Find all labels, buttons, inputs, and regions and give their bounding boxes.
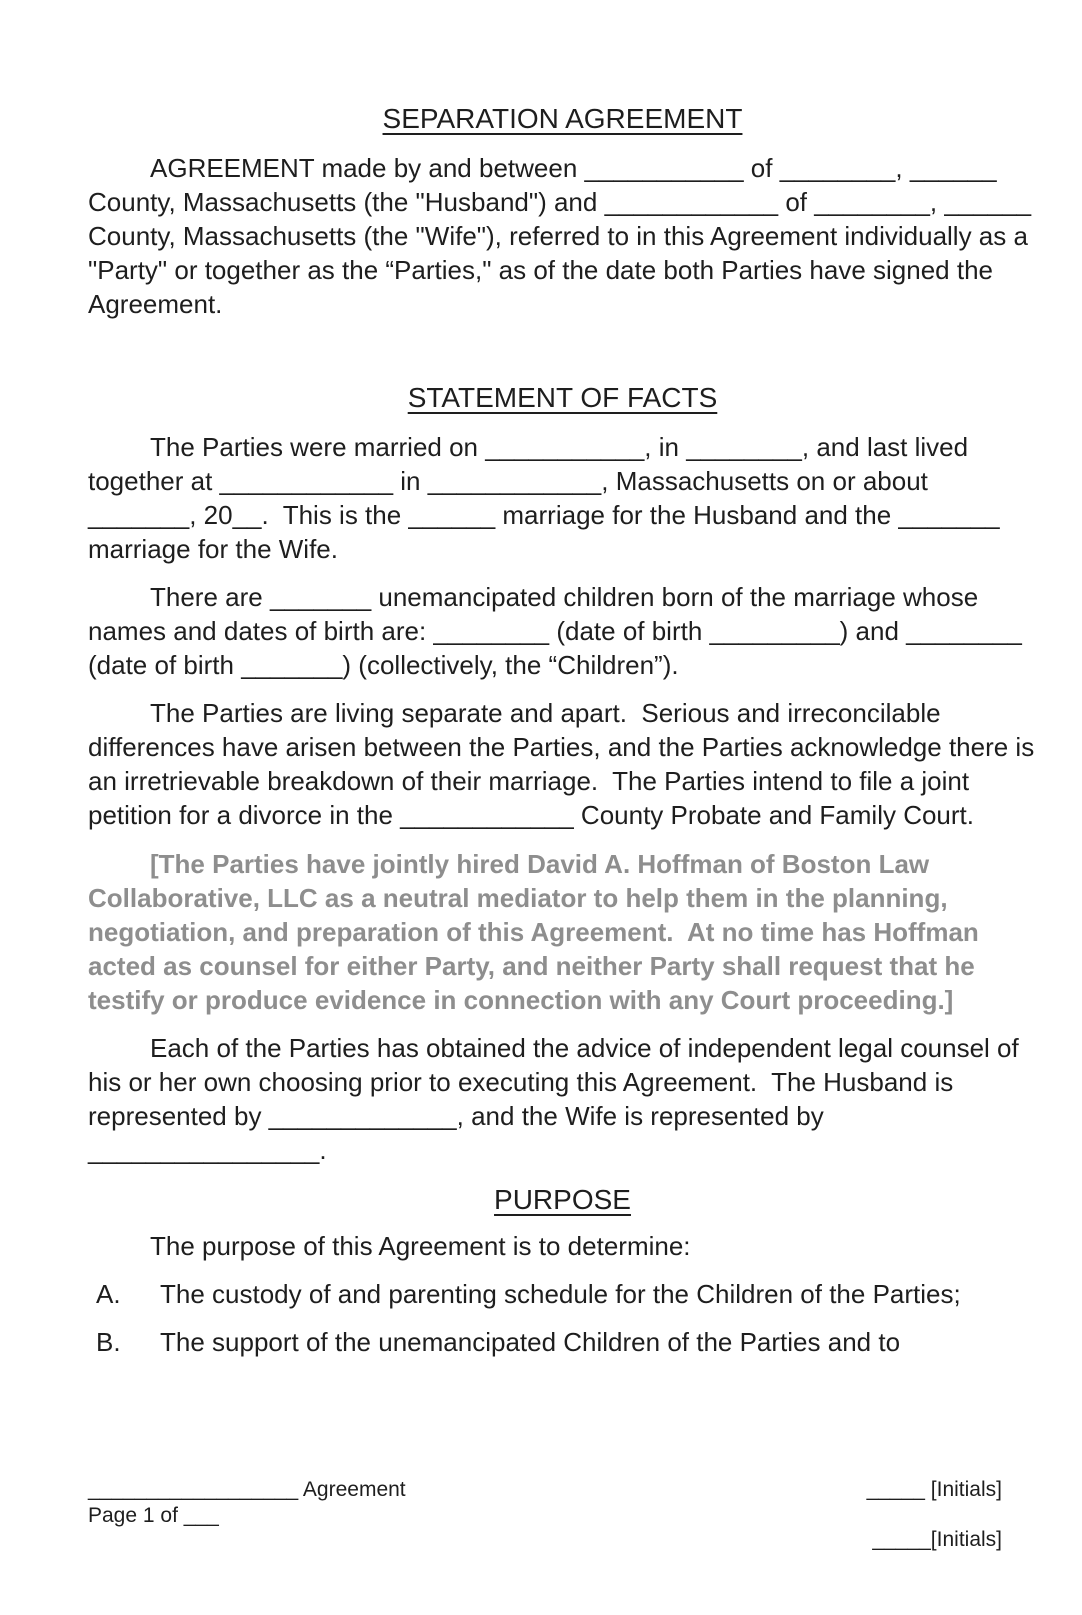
purpose-item-b-text: The support of the unemancipated Children of the Parties and to <box>160 1327 901 1357</box>
heading-statement-of-facts: STATEMENT OF FACTS <box>407 382 718 413</box>
paragraph-legal-counsel: Each of the Parties has obtained the advice of independent legal counsel of his or her own choosing prior to executing this Agreement. The Husband is represented by _____________, and the Wife is represented by ________________. <box>88 1033 1019 1165</box>
paragraph-marriage-facts: The Parties were married on ___________, in ________, and last lived together at ____________ in ____________, Massachusetts on or about _______, 20__. This is the ______ marriage for the Husband and the _______ marriage for the Wife. <box>88 432 1000 564</box>
heading-purpose: PURPOSE <box>494 1184 631 1215</box>
footer-agreement-line <box>88 1477 406 1503</box>
footer-document-info <box>88 1477 406 1553</box>
footer-agreement-blank: __________________ <box>88 1478 299 1501</box>
paragraph-purpose-intro: The purpose of this Agreement is to determine: <box>150 1231 691 1261</box>
purpose-item-a-text: The custody of and parenting schedule for the Children of the Parties; <box>160 1279 961 1309</box>
footer-page-number: Page 1 of ___ <box>88 1504 219 1527</box>
footer-initials-block <box>867 1477 1002 1553</box>
paragraph-agreement-intro: AGREEMENT made by and between ___________ of ________, ______ County, Massachusetts (the "Husband") and ____________ of ________, ______ County, Massachusetts (the "Wife"), referred to in this Agreement individually as a "Party" or together as the “Parties," as of the date both Parties have signed the Agreement. <box>88 153 1032 319</box>
purpose-list <box>88 1277 1037 1359</box>
document-title: SEPARATION AGREEMENT <box>382 103 743 134</box>
footer-agreement-label: Agreement <box>302 1478 406 1501</box>
purpose-item-a <box>88 1277 1037 1311</box>
purpose-item-b <box>88 1325 1037 1359</box>
footer-initials-line-1: _____ [Initials] <box>866 1478 1002 1501</box>
paragraph-separation: The Parties are living separate and apart. Serious and irreconcilable differences have arisen between the Parties, and the Parties acknowledge there is an irretrievable breakdown of their marriage. The Parties intend to file a joint petition for a divorce in the ____________ County Probate and Family Court. <box>88 698 1035 830</box>
purpose-item-b-marker: B. <box>96 1327 121 1357</box>
paragraph-mediator-note: [The Parties have jointly hired David A. Hoffman of Boston Law Collaborative, LLC as a neutral mediator to help them in the planning, negotiation, and preparation of this Agreement. At no time has Hoffman acted as counsel for either Party, and neither Party shall request that he testify or produce evidence in connection with any Court proceeding.] <box>88 849 979 1015</box>
page-footer <box>88 1477 1002 1553</box>
purpose-item-a-marker: A. <box>96 1279 121 1309</box>
paragraph-children: There are _______ unemancipated children born of the marriage whose names and dates of birth are: ________ (date of birth _________) and ________ (date of birth _______) (collectively, the “Children”). <box>88 582 1022 680</box>
footer-initials-line-2: _____[Initials] <box>872 1528 1002 1551</box>
